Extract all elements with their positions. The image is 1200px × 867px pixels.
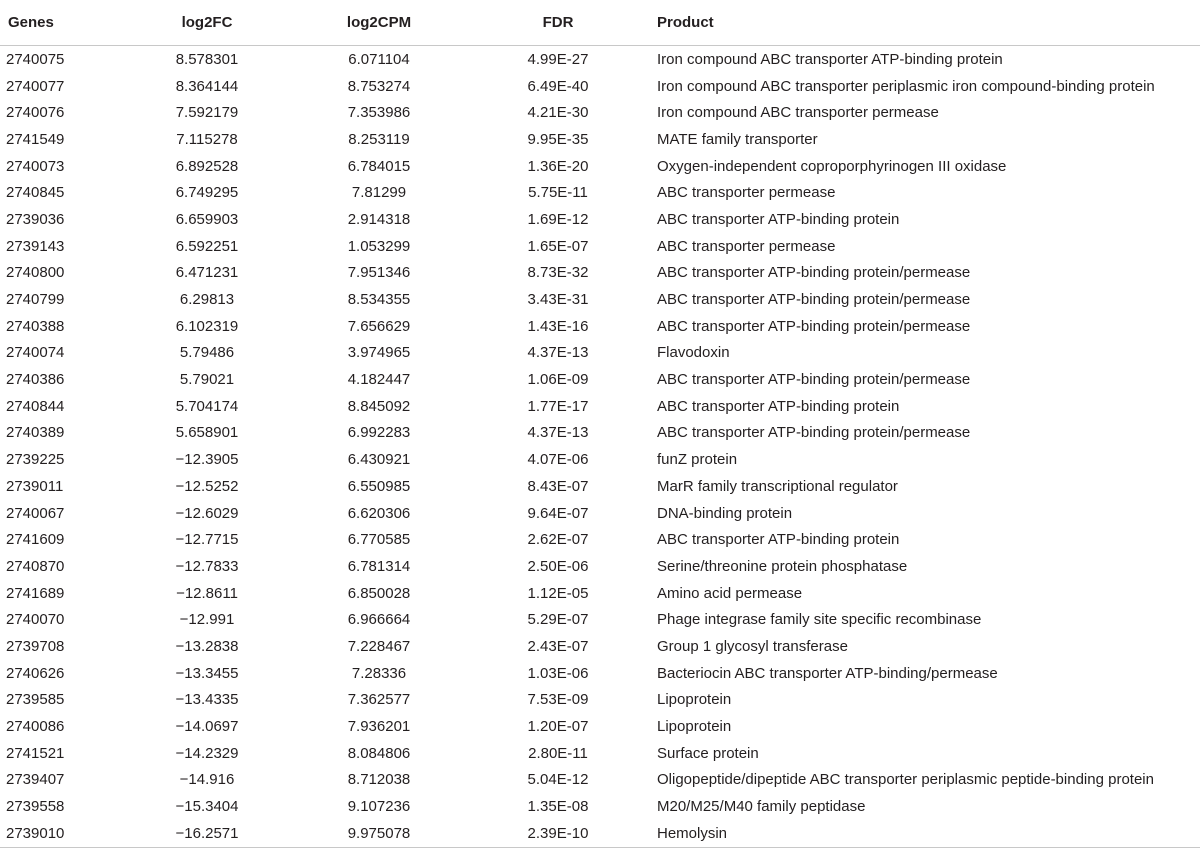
cell-log2cpm: 6.850028 [347, 584, 411, 602]
cell-fdr: 1.69E-12 [527, 210, 589, 228]
table-row [0, 553, 1200, 580]
table-row [0, 46, 1200, 73]
table-row [0, 473, 1200, 500]
cell-fdr: 1.06E-09 [527, 371, 589, 389]
cell-gene: 2740389 [6, 424, 65, 442]
cell-product: ABC transporter ATP-binding protein [657, 531, 900, 549]
cell-log2fc: 6.29813 [179, 291, 235, 309]
table-row [0, 260, 1200, 287]
cell-fdr: 1.12E-05 [527, 584, 589, 602]
cell-gene: 2741609 [6, 531, 65, 549]
cell-fdr: 9.95E-35 [527, 130, 589, 148]
cell-product: Bacteriocin ABC transporter ATP-binding/permease [657, 664, 998, 682]
cell-log2cpm: 6.071104 [348, 50, 410, 68]
cell-fdr: 4.99E-27 [527, 50, 589, 68]
cell-log2cpm: 2.914318 [347, 210, 411, 228]
cell-gene: 2740067 [6, 504, 65, 522]
cell-product: ABC transporter ATP-binding protein/permease [657, 424, 971, 442]
table-row [0, 340, 1200, 367]
cell-product: M20/M25/M40 family peptidase [657, 798, 866, 816]
cell-log2cpm: 8.534355 [347, 291, 411, 309]
cell-gene: 2740870 [6, 557, 65, 575]
cell-log2cpm: 4.182447 [347, 371, 411, 389]
cell-product: ABC transporter ATP-binding protein [657, 397, 900, 415]
cell-fdr: 9.64E-07 [527, 504, 589, 522]
cell-log2fc: −14.2329 [175, 744, 239, 762]
cell-gene: 2740073 [6, 157, 65, 175]
cell-log2cpm: 6.430921 [347, 451, 411, 469]
cell-fdr: 8.43E-07 [527, 477, 589, 495]
table-row [0, 179, 1200, 206]
table-row [0, 126, 1200, 153]
cell-product: Oxygen-independent coproporphyrinogen III oxidase [657, 157, 1007, 175]
cell-gene: 2740844 [6, 397, 65, 415]
cell-log2cpm: 9.107236 [347, 798, 411, 816]
cell-log2fc: 6.102319 [175, 317, 239, 335]
cell-log2cpm: 6.620306 [347, 504, 411, 522]
table-row [0, 526, 1200, 553]
cell-log2fc: −12.991 [179, 611, 235, 629]
cell-log2fc: 8.364144 [175, 77, 239, 95]
cell-gene: 2739011 [6, 477, 64, 495]
cell-log2cpm: 8.084806 [347, 744, 411, 762]
cell-product: MarR family transcriptional regulator [657, 477, 898, 495]
cell-product: Phage integrase family site specific recombinase [657, 611, 982, 629]
cell-fdr: 1.35E-08 [527, 798, 589, 816]
table-row [0, 500, 1200, 527]
cell-log2fc: 8.578301 [175, 50, 239, 68]
cell-log2fc: 5.79021 [179, 371, 235, 389]
cell-gene: 2740075 [6, 50, 65, 68]
table-row [0, 633, 1200, 660]
cell-gene: 2741549 [6, 130, 65, 148]
cell-fdr: 1.65E-07 [527, 237, 589, 255]
cell-gene: 2739407 [6, 771, 65, 789]
cell-fdr: 5.75E-11 [528, 184, 588, 202]
header-fdr: FDR [466, 0, 650, 46]
cell-log2fc: 6.892528 [175, 157, 239, 175]
table-row [0, 606, 1200, 633]
cell-product: Surface protein [657, 744, 759, 762]
cell-log2fc: 7.592179 [175, 104, 239, 122]
table-row [0, 366, 1200, 393]
cell-fdr: 2.80E-11 [528, 744, 588, 762]
cell-fdr: 4.37E-13 [527, 344, 589, 362]
cell-fdr: 1.77E-17 [527, 397, 589, 415]
cell-fdr: 1.03E-06 [527, 664, 589, 682]
cell-gene: 2740076 [6, 104, 65, 122]
table-body [0, 46, 1200, 848]
cell-fdr: 1.43E-16 [527, 317, 589, 335]
cell-fdr: 4.07E-06 [527, 451, 589, 469]
cell-product: Flavodoxin [657, 344, 730, 362]
cell-log2cpm: 6.770585 [347, 531, 411, 549]
cell-product: Serine/threonine protein phosphatase [657, 557, 908, 575]
cell-log2fc: −14.916 [179, 771, 235, 789]
cell-log2cpm: 3.974965 [347, 344, 411, 362]
cell-gene: 2740626 [6, 664, 65, 682]
cell-log2cpm: 6.781314 [347, 557, 411, 575]
cell-product: MATE family transporter [657, 130, 818, 148]
cell-log2fc: −12.3905 [175, 451, 239, 469]
cell-gene: 2740086 [6, 718, 65, 736]
cell-product: Amino acid permease [657, 584, 803, 602]
cell-log2fc: 5.658901 [175, 424, 239, 442]
cell-log2cpm: 7.81299 [351, 184, 407, 202]
header-log2fc: log2FC [122, 0, 292, 46]
cell-product: ABC transporter ATP-binding protein/permease [657, 264, 971, 282]
cell-gene: 2740799 [6, 291, 65, 309]
cell-log2cpm: 7.28336 [351, 664, 407, 682]
cell-product: Oligopeptide/dipeptide ABC transporter periplasmic peptide-binding protein [657, 771, 1154, 789]
cell-product: ABC transporter ATP-binding protein [657, 210, 900, 228]
cell-log2fc: −12.6029 [175, 504, 239, 522]
table-row [0, 153, 1200, 180]
table-row [0, 820, 1200, 847]
cell-fdr: 2.62E-07 [527, 531, 589, 549]
cell-product: funZ protein [657, 451, 738, 469]
cell-gene: 2739036 [6, 210, 65, 228]
cell-gene: 2739708 [6, 637, 65, 655]
table-row [0, 767, 1200, 794]
cell-fdr: 5.04E-12 [527, 771, 589, 789]
cell-log2fc: −15.3404 [175, 798, 239, 816]
table-row [0, 660, 1200, 687]
cell-log2cpm: 7.228467 [347, 637, 411, 655]
cell-product: ABC transporter permease [657, 184, 836, 202]
header-row [0, 0, 1200, 46]
cell-fdr: 2.50E-06 [527, 557, 589, 575]
cell-fdr: 6.49E-40 [527, 77, 589, 95]
header-product: Product [650, 0, 1200, 46]
cell-log2fc: −12.5252 [175, 477, 239, 495]
cell-gene: 2740070 [6, 611, 65, 629]
header-genes: Genes [0, 0, 122, 46]
cell-product: ABC transporter ATP-binding protein/permease [657, 371, 971, 389]
cell-log2cpm: 1.053299 [347, 237, 411, 255]
cell-gene: 2739558 [6, 798, 65, 816]
cell-log2cpm: 7.951346 [347, 264, 411, 282]
cell-log2fc: −12.7715 [175, 531, 239, 549]
table-row [0, 393, 1200, 420]
cell-log2fc: 6.659903 [175, 210, 239, 228]
cell-gene: 2741521 [6, 744, 65, 762]
cell-log2fc: −12.8611 [176, 584, 238, 602]
cell-log2fc: −14.0697 [175, 718, 239, 736]
cell-product: Iron compound ABC transporter periplasmic iron compound-binding protein [657, 77, 1155, 95]
cell-log2cpm: 8.253119 [348, 130, 410, 148]
cell-product: Lipoprotein [657, 691, 732, 709]
cell-log2fc: −16.2571 [122, 820, 292, 847]
cell-gene: 2741689 [6, 584, 65, 602]
cell-log2cpm: 6.550985 [347, 477, 411, 495]
cell-log2cpm: 7.362577 [347, 691, 411, 709]
table-row [0, 713, 1200, 740]
table-header [0, 0, 1200, 46]
cell-fdr: 4.37E-13 [527, 424, 589, 442]
cell-gene: 2740800 [6, 264, 65, 282]
cell-fdr: 1.20E-07 [527, 718, 589, 736]
table-row [0, 740, 1200, 767]
cell-product: Lipoprotein [657, 718, 732, 736]
cell-fdr: 5.29E-07 [527, 611, 589, 629]
cell-log2cpm: 9.975078 [292, 820, 466, 847]
table-row [0, 793, 1200, 820]
cell-log2fc: 7.115278 [176, 130, 238, 148]
cell-product: Iron compound ABC transporter ATP-binding protein [657, 50, 1003, 68]
cell-log2cpm: 6.992283 [347, 424, 411, 442]
cell-gene: 2740077 [6, 77, 65, 95]
cell-fdr: 8.73E-32 [527, 264, 589, 282]
cell-gene: 2740845 [6, 184, 65, 202]
table-row [0, 286, 1200, 313]
cell-fdr: 1.36E-20 [527, 157, 589, 175]
cell-fdr: 3.43E-31 [527, 291, 589, 309]
cell-product: ABC transporter ATP-binding protein/permease [657, 291, 971, 309]
cell-product: Hemolysin [650, 820, 1200, 847]
cell-log2cpm: 7.936201 [347, 718, 411, 736]
cell-fdr: 2.39E-10 [466, 820, 650, 847]
cell-gene: 2739585 [6, 691, 65, 709]
table-row [0, 580, 1200, 607]
cell-log2cpm: 7.353986 [347, 104, 411, 122]
table-row [0, 446, 1200, 473]
cell-log2cpm: 8.753274 [347, 77, 411, 95]
cell-log2cpm: 6.966664 [347, 611, 411, 629]
table-row [0, 687, 1200, 714]
cell-gene: 2739010 [0, 820, 122, 847]
cell-log2fc: 6.471231 [175, 264, 239, 282]
cell-log2fc: 6.749295 [175, 184, 239, 202]
cell-gene: 2740388 [6, 317, 65, 335]
cell-log2fc: −13.4335 [175, 691, 239, 709]
cell-gene: 2740386 [6, 371, 65, 389]
cell-product: Iron compound ABC transporter permease [657, 104, 939, 122]
cell-fdr: 7.53E-09 [527, 691, 589, 709]
cell-log2cpm: 6.784015 [347, 157, 411, 175]
cell-product: DNA-binding protein [657, 504, 793, 522]
cell-log2cpm: 7.656629 [347, 317, 411, 335]
table-row [0, 233, 1200, 260]
cell-log2fc: 6.592251 [175, 237, 239, 255]
cell-log2fc: −13.2838 [175, 637, 239, 655]
cell-product: ABC transporter permease [657, 237, 836, 255]
cell-fdr: 2.43E-07 [527, 637, 589, 655]
cell-gene: 2739225 [6, 451, 65, 469]
cell-log2cpm: 8.845092 [347, 397, 411, 415]
table-row [0, 206, 1200, 233]
table-row [0, 99, 1200, 126]
cell-log2fc: −13.3455 [175, 664, 239, 682]
cell-fdr: 4.21E-30 [527, 104, 589, 122]
cell-log2cpm: 8.712038 [347, 771, 411, 789]
cell-log2fc: −12.7833 [175, 557, 239, 575]
cell-product: ABC transporter ATP-binding protein/permease [657, 317, 971, 335]
cell-log2fc: 5.704174 [175, 397, 239, 415]
cell-product: Group 1 glycosyl transferase [657, 637, 848, 655]
table-row [0, 313, 1200, 340]
table-row [0, 420, 1200, 447]
cell-log2fc: 5.79486 [179, 344, 235, 362]
table-row [0, 73, 1200, 100]
header-log2cpm: log2CPM [292, 0, 466, 46]
cell-gene: 2740074 [6, 344, 65, 362]
cell-gene: 2739143 [6, 237, 65, 255]
